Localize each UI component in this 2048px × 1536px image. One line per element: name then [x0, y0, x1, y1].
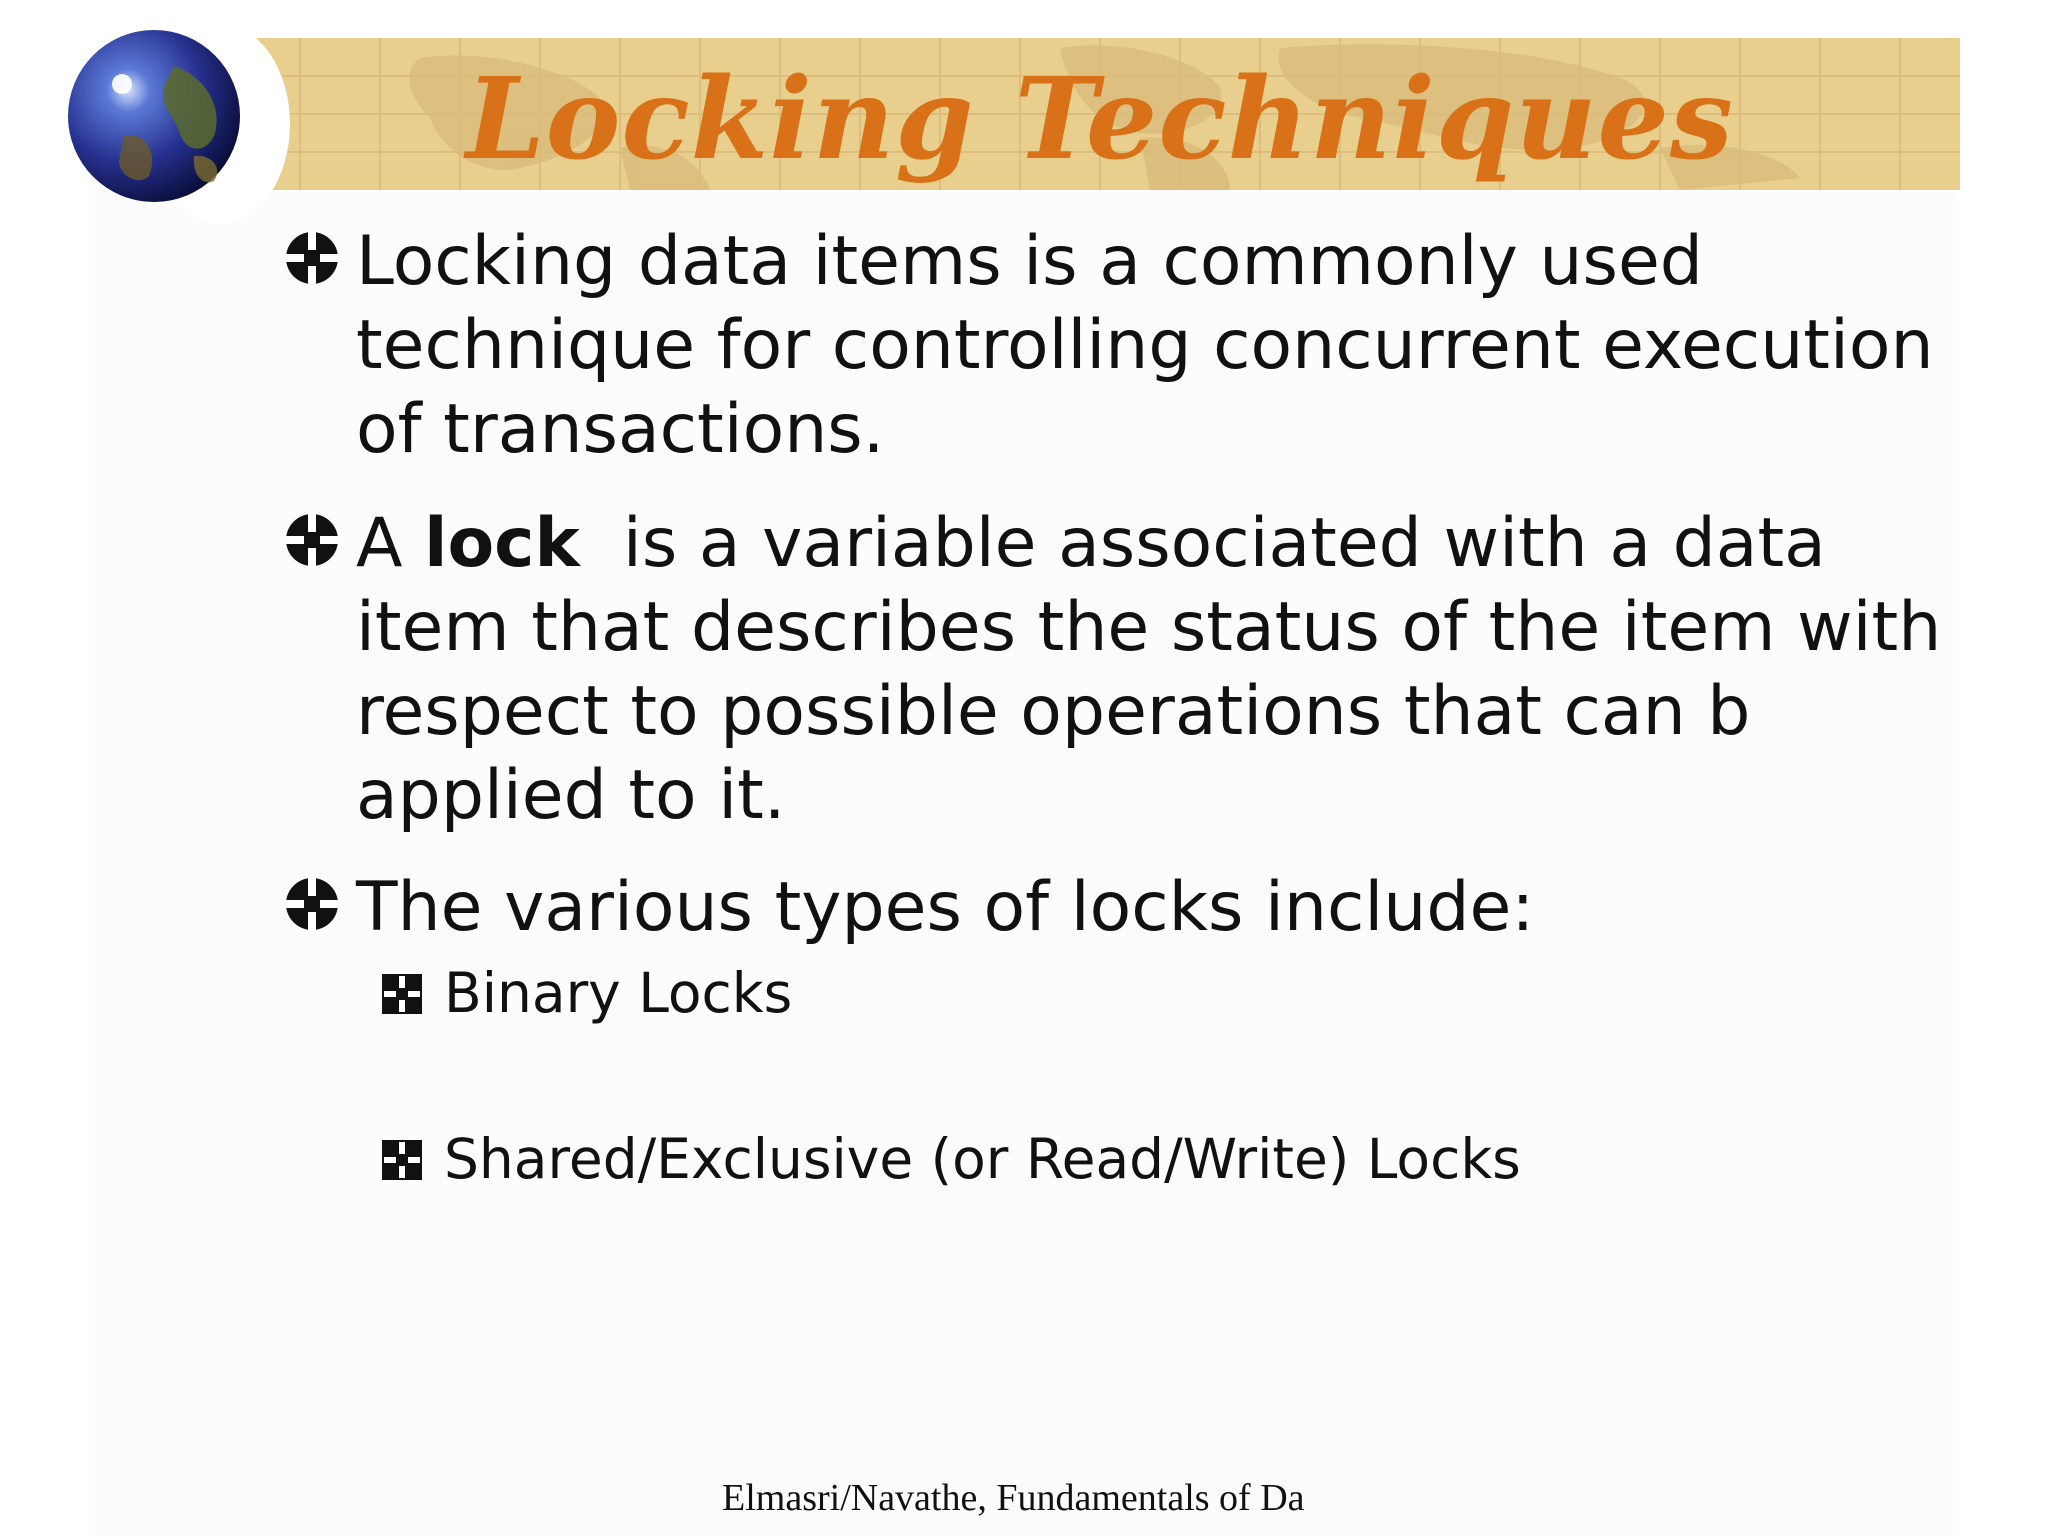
square-cross-bullet-icon — [382, 974, 422, 1014]
bullet-2-prefix: A — [356, 504, 425, 583]
sub-bullet-1-text: Binary Locks — [444, 961, 793, 1025]
square-cross-bullet-icon — [382, 1140, 422, 1180]
bullet-1-text: Locking data items is a commonly used technique for controlling concurrent execution of transactions. — [356, 222, 1934, 469]
diamond-cross-bullet-icon — [284, 230, 340, 286]
sub-bullet-2-text: Shared/Exclusive (or Read/Write) Locks — [444, 1127, 1521, 1191]
sub-bullet-2 — [382, 1124, 1782, 1196]
bullet-1 — [284, 220, 1974, 469]
slide-title: Locking Techniques — [466, 54, 1734, 185]
globe-icon — [64, 26, 244, 206]
sub-bullet-1 — [382, 958, 1782, 1030]
bullet-3 — [284, 866, 1974, 956]
bullet-2 — [284, 502, 1974, 835]
bullet-2-text — [356, 502, 1976, 838]
bullet-3-text: The various types of locks include: — [356, 868, 1535, 947]
bullet-2-bold-term: lock — [424, 504, 580, 583]
diamond-cross-bullet-icon — [284, 876, 340, 932]
diamond-cross-bullet-icon — [284, 512, 340, 568]
bullet-2-suffix: is a variable associated with a data item that describes the status of the item with respect to possible operations that can b applied to it. — [356, 504, 1963, 835]
slide-footer: Elmasri/Navathe, Fundamentals of Da — [722, 1477, 1305, 1519]
